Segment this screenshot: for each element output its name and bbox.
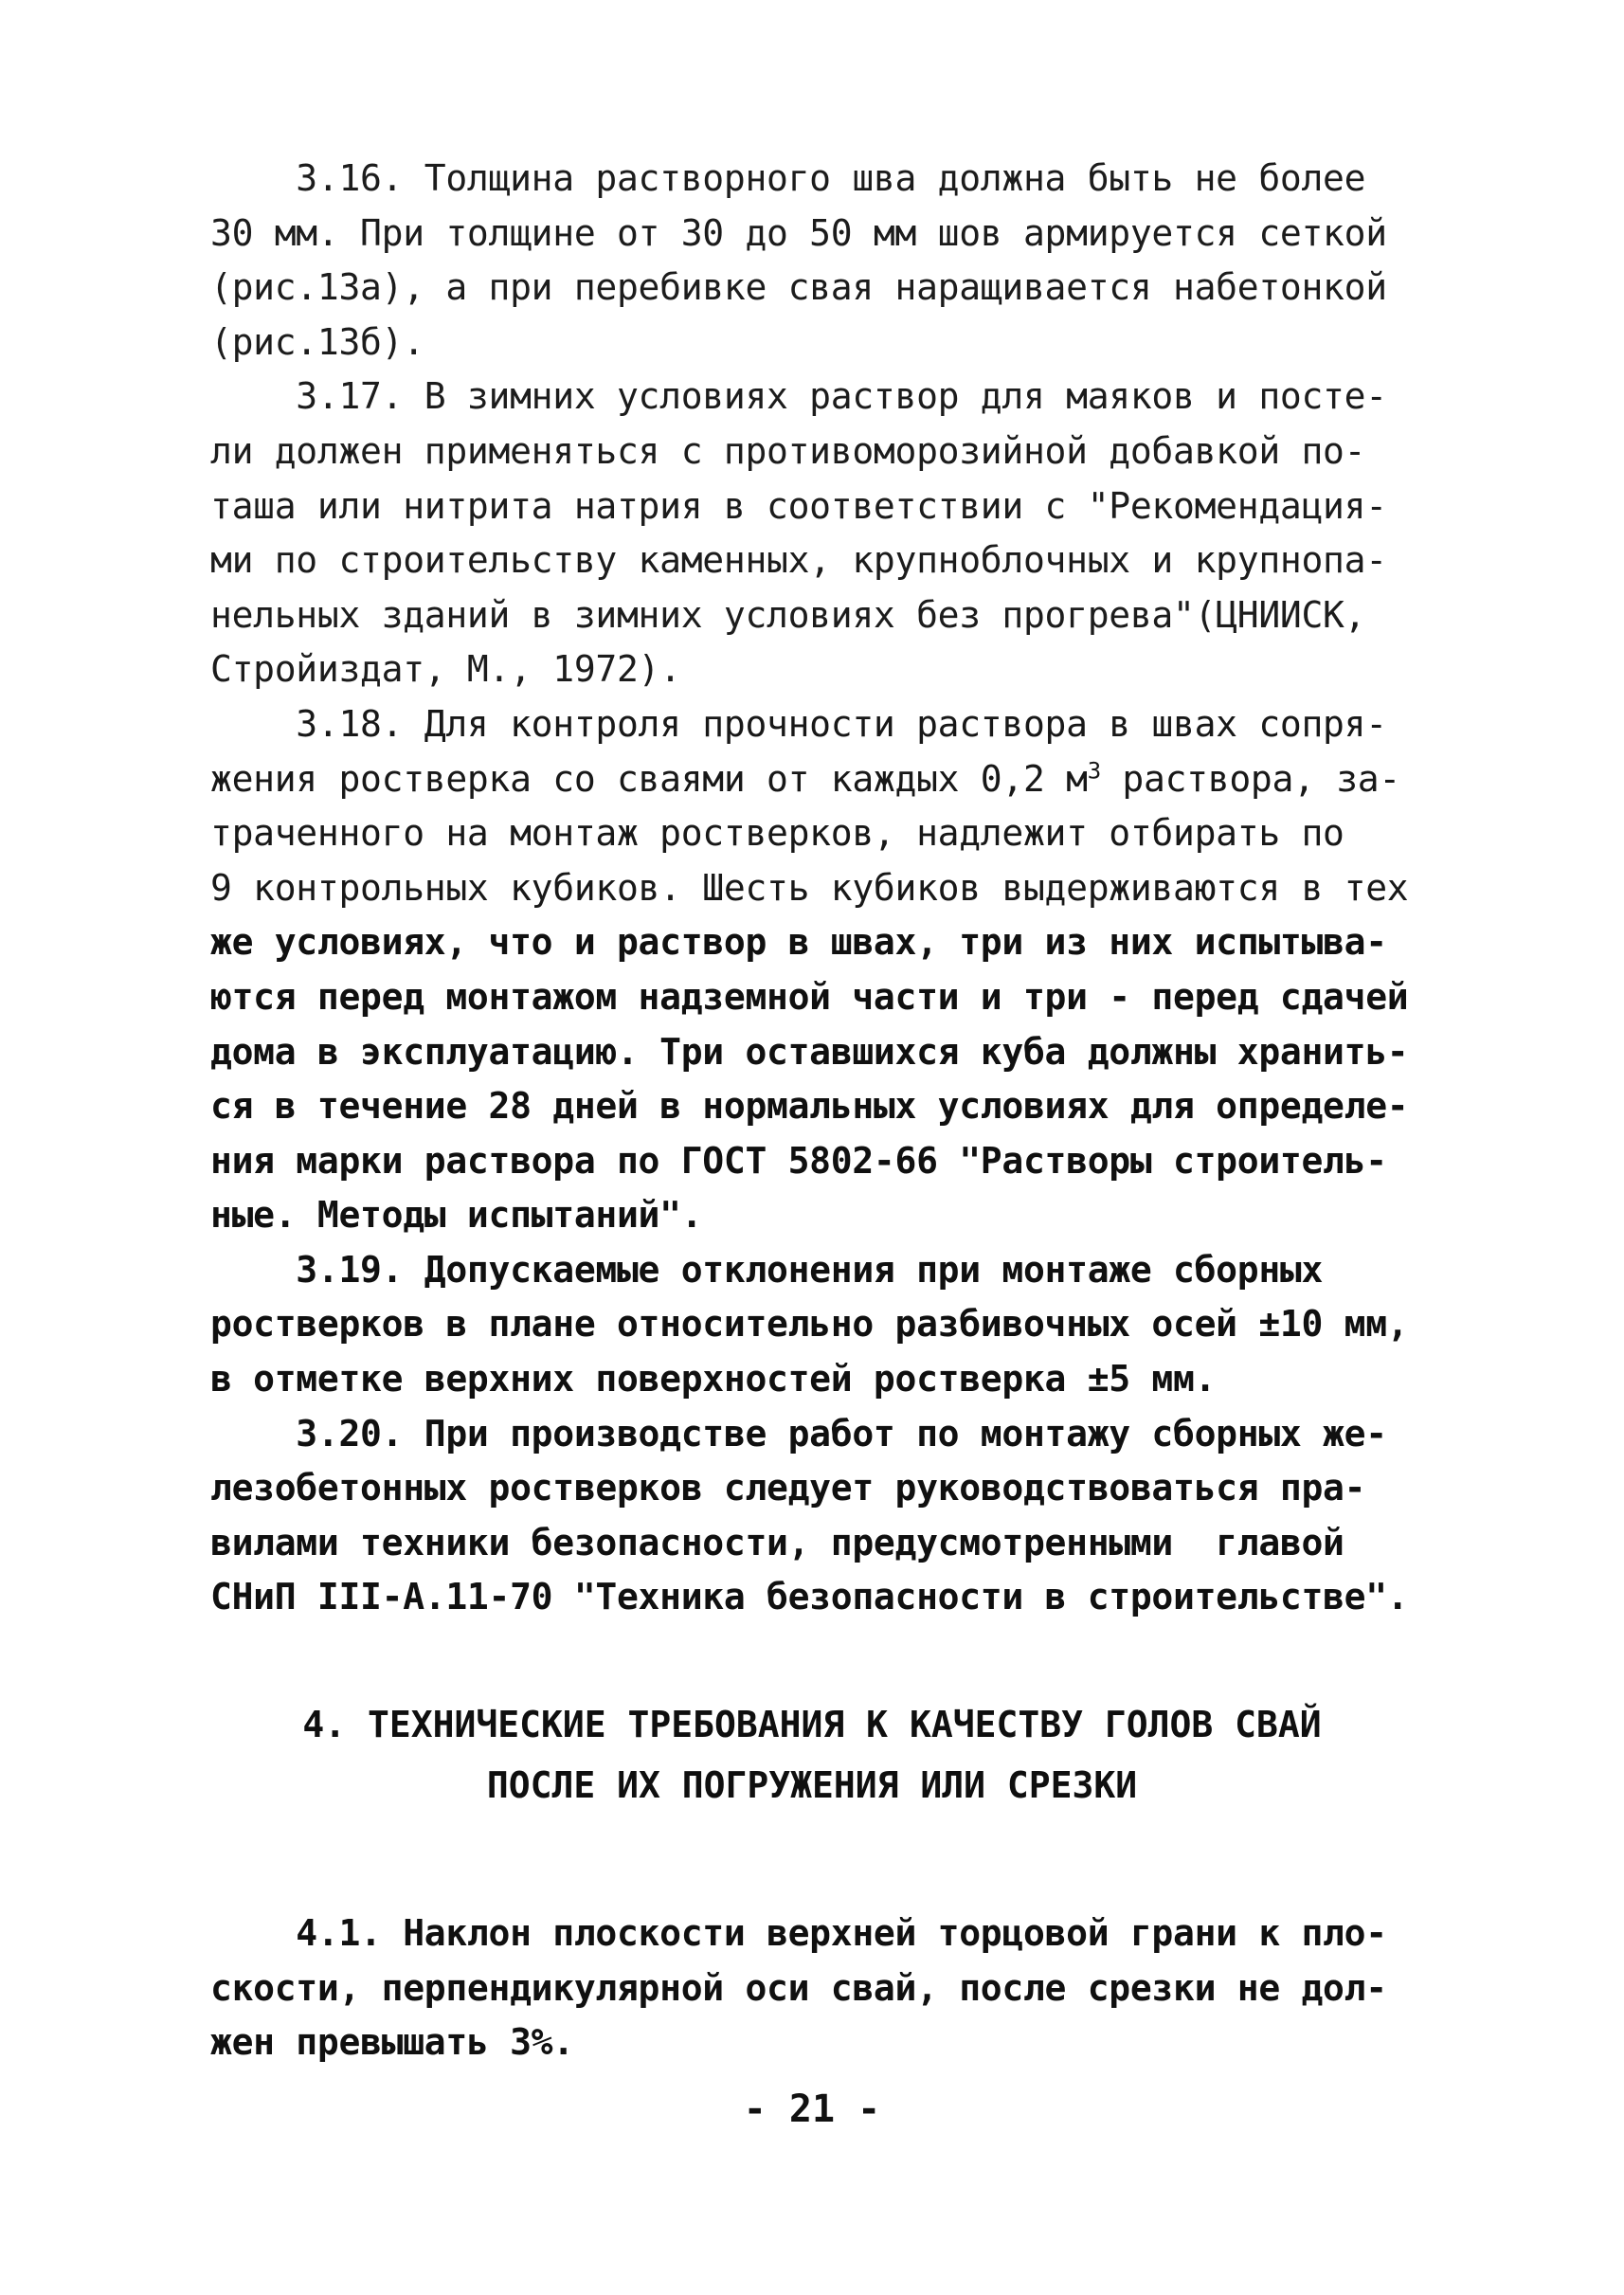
text-line: ния марки раствора по ГОСТ 5802-66 "Растворы строитель- bbox=[210, 1139, 1387, 1182]
text-line: (рис.13а), а при перебивке свая наращивается набетонкой bbox=[210, 266, 1387, 309]
text-line: 3.19. Допускаемые отклонения при монтаже сборных bbox=[210, 1248, 1324, 1291]
text-fragment: жения ростверка со сваями от каждых 0,2 м bbox=[210, 757, 1088, 800]
text-line: 3.20. При производстве работ по монтажу сборных же- bbox=[210, 1412, 1387, 1455]
text-line: 3.18. Для контроля прочности раствора в швах сопря- bbox=[210, 702, 1387, 745]
superscript-cubic: 3 bbox=[1087, 756, 1101, 784]
text-line: 30 мм. При толщине от 30 до 50 мм шов армируется сеткой bbox=[210, 211, 1387, 254]
paragraph-3-18 bbox=[210, 697, 1442, 1243]
text-line: ли должен применяться с противоморозийной добавкой по- bbox=[210, 429, 1366, 472]
text-line: дома в эксплуатацию. Три оставшихся куба должны хранить- bbox=[210, 1030, 1409, 1073]
text-line: 9 контрольных кубиков. Шесть кубиков выдерживаются в тех bbox=[210, 866, 1409, 909]
text-line: нельных зданий в зимних условиях без прогрева"(ЦНИИСК, bbox=[210, 593, 1366, 636]
text-line: вилами техники безопасности, предусмотренными главой bbox=[210, 1521, 1344, 1563]
section-heading-line-1: 4. ТЕХНИЧЕСКИЕ ТРЕБОВАНИЯ К КАЧЕСТВУ ГОЛОВ СВАЙ bbox=[302, 1704, 1322, 1745]
paragraph-3-19 bbox=[210, 1243, 1442, 1407]
text-line: ми по строительству каменных, крупноблочных и крупнопа- bbox=[210, 539, 1387, 582]
text-line: ростверков в плане относительно разбивочных осей ±10 мм, bbox=[210, 1303, 1409, 1346]
text-line: же условиях, что и раствор в швах, три из них испытыва- bbox=[210, 921, 1387, 964]
page-number: - 21 - bbox=[743, 2087, 881, 2131]
paragraph-3-20 bbox=[210, 1407, 1442, 1625]
text-line: таша или нитрита натрия в соответствии с "Рекомендация- bbox=[210, 484, 1387, 527]
text-line: ются перед монтажом надземной части и три - перед сдачей bbox=[210, 975, 1409, 1018]
paragraph-3-16 bbox=[210, 152, 1442, 370]
paragraph-3-17 bbox=[210, 370, 1442, 697]
text-line: СНиП III-А.11-70 "Техника безопасности в строительстве". bbox=[210, 1576, 1409, 1618]
text-fragment: раствора, за- bbox=[1100, 757, 1400, 800]
text-line-with-superscript bbox=[210, 752, 1442, 807]
section-heading-line-2: ПОСЛЕ ИХ ПОГРУЖЕНИЯ ИЛИ СРЕЗКИ bbox=[486, 1764, 1138, 1806]
text-line: 3.16. Толщина растворного шва должна быть не более bbox=[210, 157, 1366, 199]
text-line: жен превышать 3%. bbox=[210, 2021, 574, 2064]
text-line: траченного на монтаж ростверков, надлежит отбирать по bbox=[210, 812, 1344, 855]
text-line: Стройиздат, М., 1972). bbox=[210, 648, 681, 691]
text-line: лезобетонных ростверков следует руководствоваться пра- bbox=[210, 1467, 1366, 1509]
text-line: в отметке верхних поверхностей ростверка ±5 мм. bbox=[210, 1358, 1217, 1400]
text-line: скости, перпендикулярной оси свай, после срезки не дол- bbox=[210, 1966, 1387, 2009]
paragraph-4-1 bbox=[210, 1906, 1442, 2070]
text-line: 4.1. Наклон плоскости верхней торцовой грани к пло- bbox=[210, 1912, 1387, 1954]
text-line: 3.17. В зимних условиях раствор для маяков и посте- bbox=[210, 375, 1387, 418]
main-text-block bbox=[210, 152, 1442, 1625]
text-line: ные. Методы испытаний". bbox=[210, 1194, 703, 1237]
text-line: (рис.13б). bbox=[210, 320, 424, 363]
text-line: ся в течение 28 дней в нормальных условиях для определе- bbox=[210, 1085, 1409, 1128]
